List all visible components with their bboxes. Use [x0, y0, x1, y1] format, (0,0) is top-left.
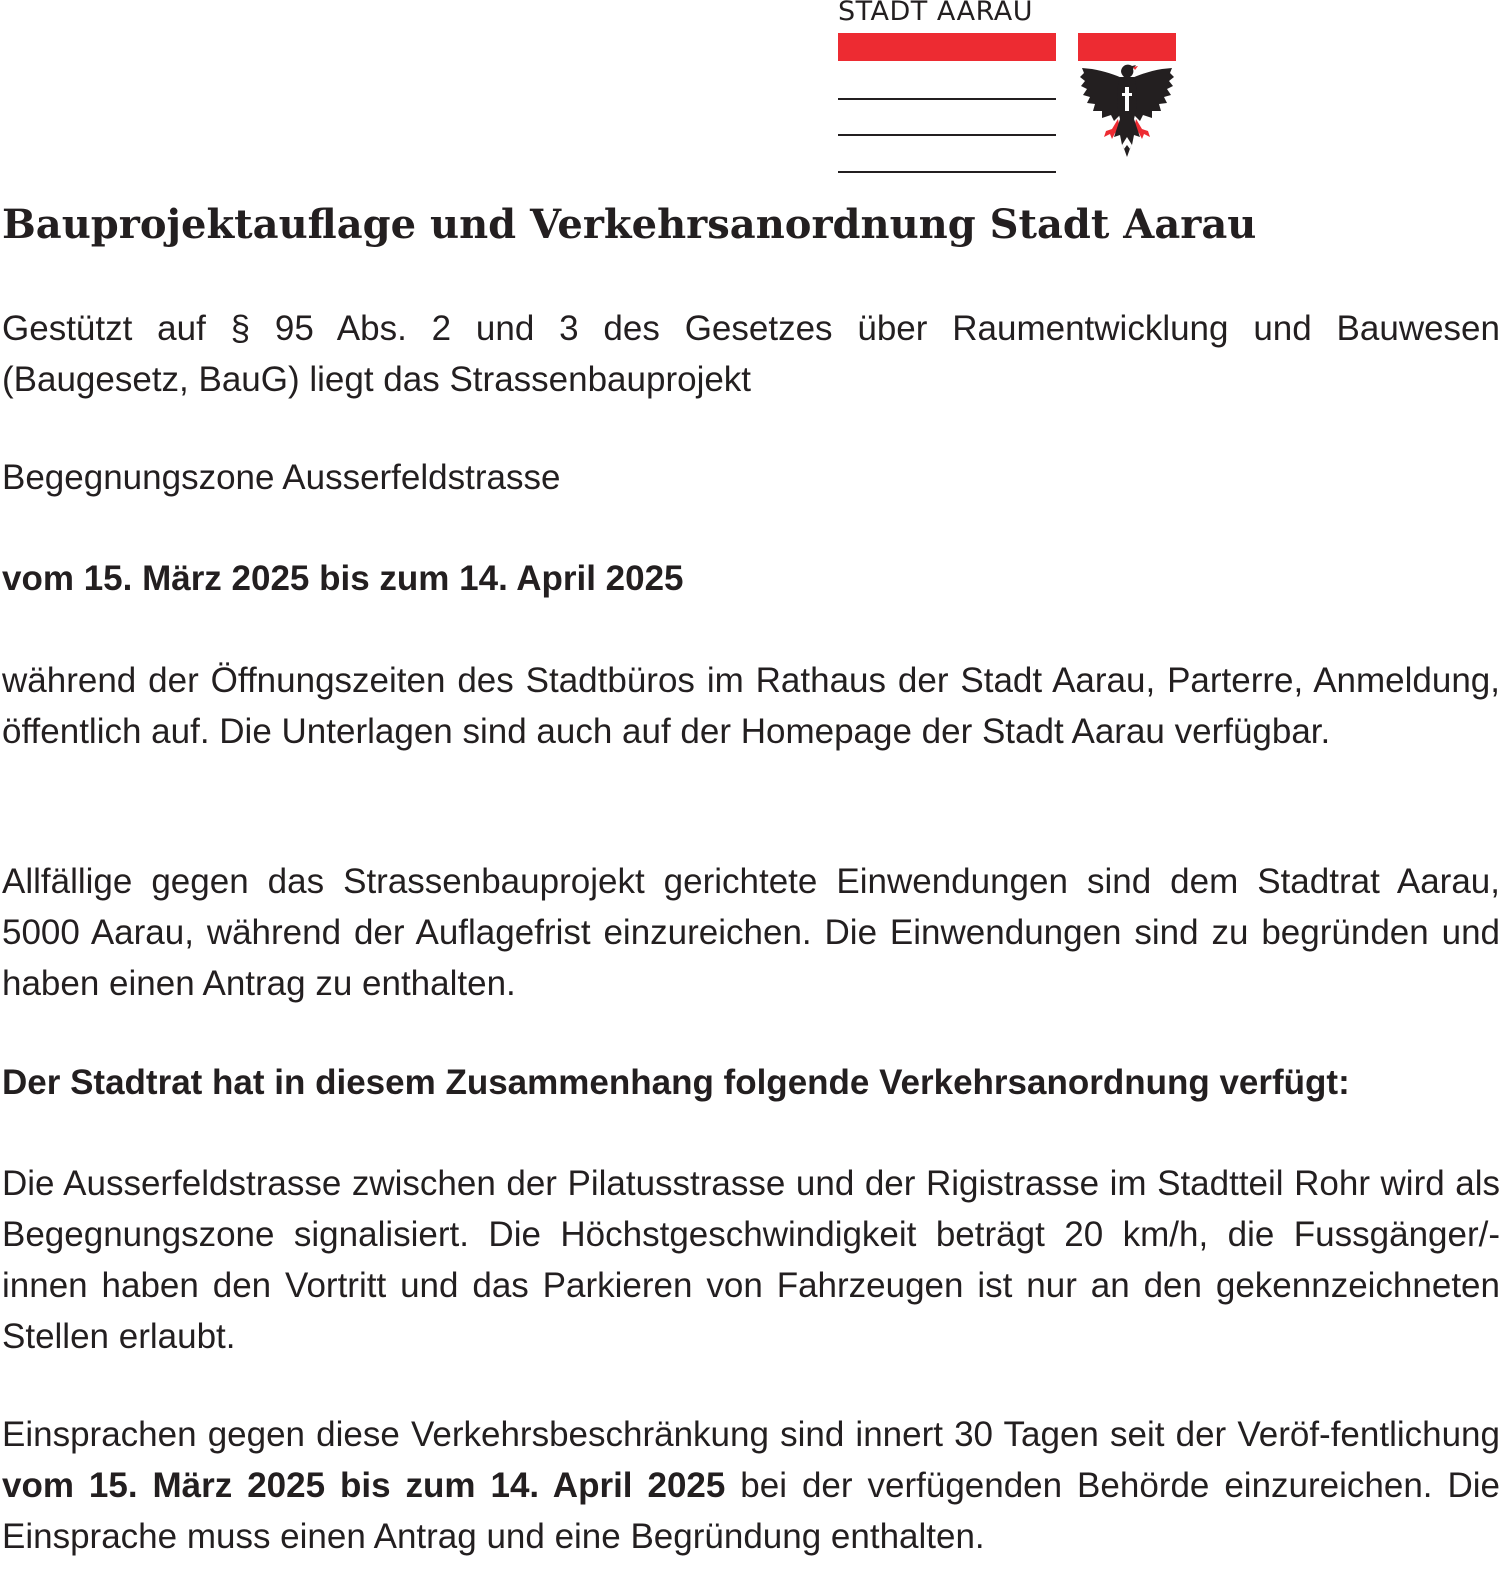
appeal-period: vom 15. März 2025 bis zum 14. April 2025 — [2, 1466, 726, 1505]
traffic-order-heading: Der Stadtrat hat in diesem Zusammenhang folgende Verkehrsanordnung verfügt: — [2, 1063, 1350, 1102]
appeal-text-start: Einsprachen gegen diese Verkehrsbeschränkung sind innert 30 Tagen seit der Veröf-fentlichung — [2, 1415, 1500, 1454]
page-title: Bauprojektauflage und Verkehrsanordnung Stadt Aarau — [2, 201, 1257, 248]
exhibition-period: vom 15. März 2025 bis zum 14. April 2025 — [2, 559, 684, 598]
logo-red-bar — [838, 33, 1056, 61]
logo-rule — [838, 98, 1056, 100]
objections-paragraph: Allfällige gegen das Strassenbauprojekt gerichtete Einwendungen sind dem Stadtrat Aarau, 5000 Aarau, während der Auflagefrist einzureichen. Die Einwendungen sind zu begründen und haben einen Antrag zu enthalten. — [2, 862, 1500, 1003]
traffic-order-paragraph: Die Ausserfeldstrasse zwischen der Pilatusstrasse und der Rigistrasse im Stadtteil Rohr wird als Begegnungszone signalisiert. Die Höchstgeschwindigkeit beträgt 20 km/h, die Fussgänger/-innen haben den Vortritt und das Parkieren von Fahrzeugen ist nur an den gekennzeichneten Stellen erlaubt. — [2, 1164, 1500, 1356]
intro-paragraph: Gestützt auf § 95 Abs. 2 und 3 des Gesetzes über Raumentwicklung und Bauwesen (Baugesetz, BauG) liegt das Strassenbauprojekt — [2, 309, 1500, 399]
logo-rule — [838, 171, 1056, 173]
eagle-crest-icon — [1078, 33, 1176, 171]
stadt-aarau-logo — [838, 0, 1178, 172]
location-paragraph: während der Öffnungszeiten des Stadtbüros im Rathaus der Stadt Aarau, Parterre, Anmeldung, öffentlich auf. Die Unterlagen sind auch auf der Homepage der Stadt Aarau verfügbar. — [2, 661, 1500, 751]
logo-wordmark: STADT AARAU — [838, 0, 1033, 27]
appeal-text-end: bei der verfügenden Behörde einzureichen. Die Einsprache muss einen Antrag und eine Begründung enthalten. — [2, 1466, 1500, 1556]
appeal-paragraph — [2, 1409, 1500, 1562]
project-name: Begegnungszone Ausserfeldstrasse — [2, 458, 561, 497]
logo-rule — [838, 134, 1056, 136]
